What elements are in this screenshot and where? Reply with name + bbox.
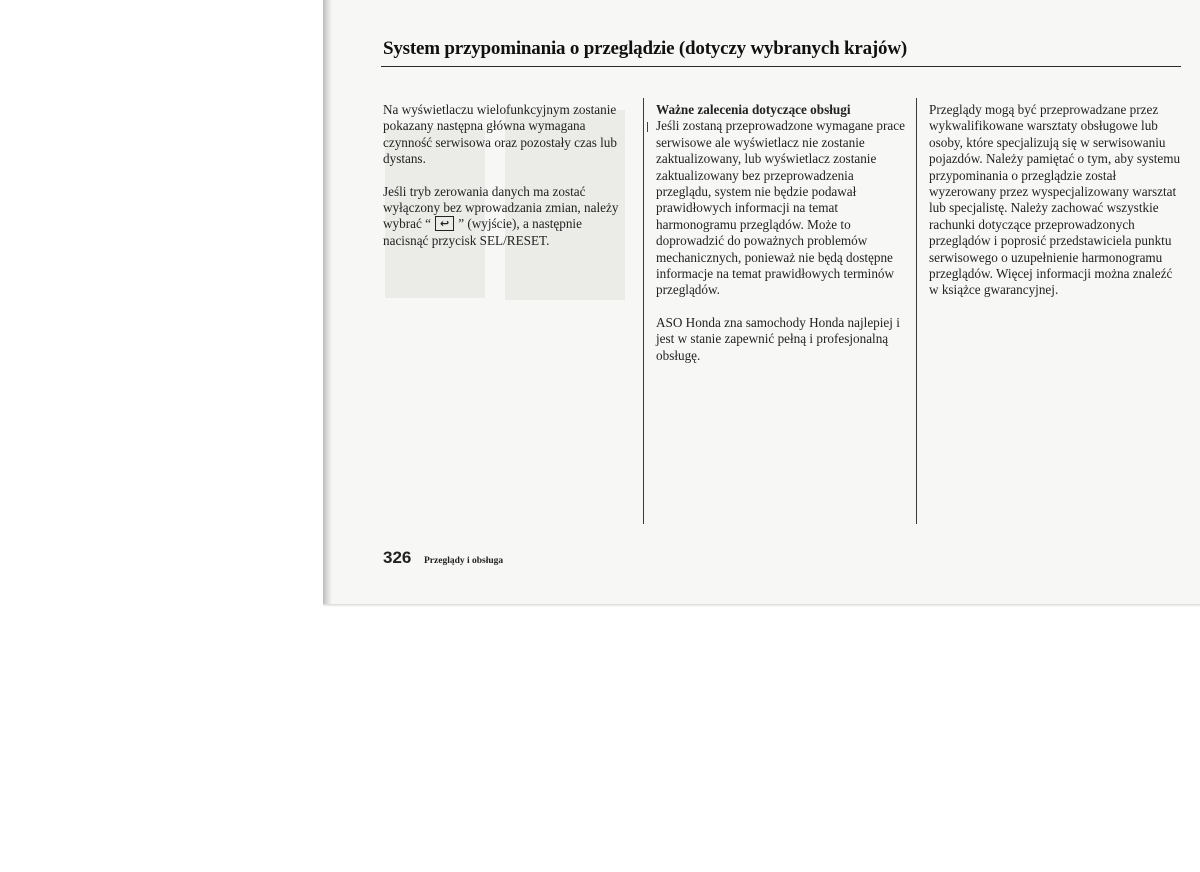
paragraph-text: ” (wyjście), a następnie nacisnąć przycisk SEL/RESET. [383, 216, 582, 248]
paragraph: Na wyświetlaczu wielofunkcyjnym zostanie pokazany następna główna wymagana czynność serwisowa oraz pozostały czas lub dystans. [383, 102, 617, 167]
paragraph: Przeglądy mogą być przeprowadzane przez wykwalifikowane warsztaty obsługowe lub osoby, które specjalizują się w serwisowaniu pojazdów. Należy pamiętać o tym, aby systemu przypominania o przeglądzie został wyzerowany przez wyspecjalizowany warsztat lub specjalistę. Należy zachować wszystkie rachunki dotyczące przeprowadzonych przeglądów i poprosić przedstawiciela punktu serwisowego o uzupełnienie harmonogramu przeglądów. Więcej informacji można znaleźć w książce gwarancyjnej. [929, 102, 1181, 298]
page-spine-shadow [323, 0, 332, 606]
column-middle [656, 102, 908, 380]
title-rule [381, 66, 1181, 67]
paragraph [383, 184, 628, 250]
bleed-through-text [420, 316, 620, 426]
paragraph: Jeśli zostaną przeprowadzone wymagane prace serwisowe ale wyświetlacz nie zostanie zaktualizowany, lub wyświetlacz zostanie zaktualizowany bez przeprowadzenia przeglądu, system nie będzie podawał prawidłowych informacji na temat harmonogramu przeglądów. Może to doprowadzić do poważnych problemów mechanicznych, ponieważ nie będą dostępne informacje na temat prawidłowych terminów przeglądów. [656, 118, 905, 298]
page-bottom-edge [323, 604, 1200, 607]
page-number: 326 [383, 548, 412, 567]
column-divider [916, 98, 917, 524]
column-right [929, 102, 1181, 315]
page-title: System przypominania o przeglądzie (dotyczy wybranych krajów) [383, 38, 907, 59]
exit-key-icon: ↩ [435, 216, 454, 231]
column-marker [647, 122, 648, 132]
column-divider [643, 98, 644, 524]
section-name: Przeglądy i obsługa [424, 556, 504, 566]
paragraph: ASO Honda zna samochody Honda najlepiej i jest w stanie zapewnić pełną i profesjonalną obsługę. [656, 314, 900, 363]
section-heading: Ważne zalecenia dotyczące obsługi [656, 102, 851, 117]
column-left [383, 102, 628, 265]
paragraph-text: Jeśli tryb zerowania danych ma zostać wyłączony bez wprowadzania zmian, należy wybrać “ [383, 183, 619, 232]
